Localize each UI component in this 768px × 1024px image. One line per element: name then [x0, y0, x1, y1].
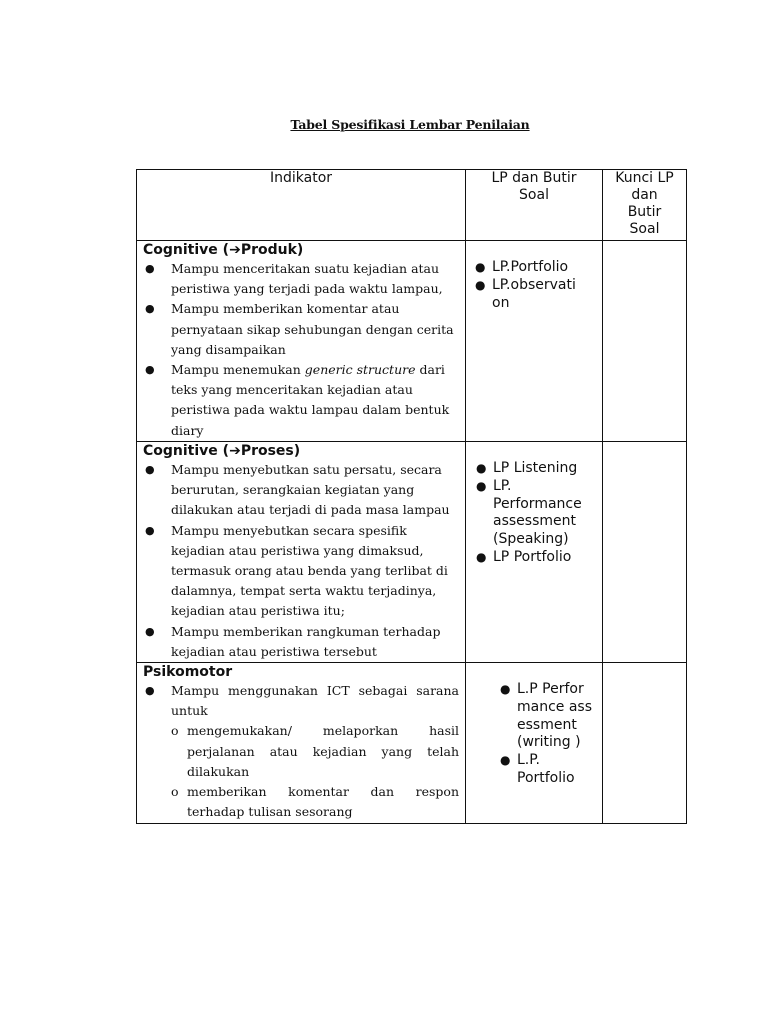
table-row [137, 663, 687, 824]
section-title-suffix: Produk) [240, 242, 304, 258]
document-title: Tabel Spesifikasi Lembar Penilaian [290, 117, 530, 132]
kunci-cell-proses [603, 442, 687, 663]
list-item [137, 299, 465, 360]
list-item [475, 276, 584, 313]
header-lp-butir [466, 170, 603, 241]
bullet-icon: ● [476, 549, 487, 564]
list-item [137, 259, 465, 299]
bullet-icon: ● [476, 461, 487, 475]
bullet-icon: ● [145, 523, 155, 537]
header-kunci [603, 170, 687, 241]
header-lp-butir-text: LP dan Butir Soal [491, 170, 577, 203]
specification-table [136, 169, 687, 824]
indicator-text: dari teks yang menceritakan kejadian atau peristiwa pada waktu lampau dalam bentuk diary [171, 362, 450, 438]
indicator-text: Mampu menyebutkan satu persatu, secara berurutan, serangkaian kegiatan yang dilakukan atau terjadi di pada masa lampau [171, 462, 450, 518]
list-item [137, 681, 465, 822]
sub-indicator-list [171, 721, 459, 822]
lp-list [466, 442, 602, 567]
lp-list [466, 663, 602, 788]
lp-cell-psikomotor [466, 663, 603, 824]
list-item [476, 477, 597, 549]
header-kunci-text: Kunci LP dan Butir Soal [615, 170, 674, 237]
list-item [476, 548, 589, 567]
list-item [476, 460, 589, 478]
section-title-proses [143, 442, 465, 460]
indicator-cell-proses [137, 442, 466, 663]
indicator-italic-text: generic structure [304, 362, 416, 378]
list-item [137, 460, 465, 521]
list-item [171, 721, 459, 782]
indicator-cell-psikomotor [137, 663, 466, 824]
list-item [137, 622, 465, 662]
list-item [500, 681, 593, 752]
kunci-cell-produk [603, 241, 687, 442]
bullet-icon: ● [145, 262, 155, 275]
lp-cell-proses [466, 442, 603, 663]
table-row [137, 241, 687, 442]
section-title-prefix: Cognitive ( [143, 242, 230, 258]
arrow-icon: ➔ [229, 242, 241, 258]
indicator-list [137, 681, 465, 822]
sub-indicator-text: mengemukakan/ melaporkan hasil perjalanan atau kejadian yang telah dilakukan [187, 723, 459, 779]
lp-text: L.P. Portfolio [517, 752, 575, 787]
kunci-cell-psikomotor [603, 663, 687, 824]
indicator-cell-produk [137, 241, 466, 442]
bullet-icon: ● [475, 277, 486, 292]
indicator-text: Mampu menggunakan ICT sebagai sarana untuk [171, 683, 459, 719]
indicator-list [137, 460, 465, 662]
list-item [500, 752, 593, 788]
circle-bullet-icon: o [171, 723, 179, 739]
arrow-icon: ➔ [229, 443, 241, 459]
lp-list [466, 241, 602, 312]
indicator-list [137, 259, 465, 441]
list-item [171, 782, 459, 822]
section-title-prefix: Cognitive ( [143, 443, 230, 459]
header-indikator: Indikator [137, 170, 466, 241]
lp-text: LP Portfolio [493, 548, 572, 565]
indicator-text: Mampu memberikan komentar atau pernyataan sikap sehubungan dengan cerita yang disampaikan [171, 301, 454, 357]
section-title-psikomotor: Psikomotor [143, 664, 233, 681]
bullet-icon: ● [145, 684, 155, 698]
table-header-row [137, 170, 687, 241]
bullet-icon: ● [476, 478, 487, 493]
lp-cell-produk [466, 241, 603, 442]
bullet-icon: ● [145, 363, 155, 377]
bullet-icon: ● [500, 753, 511, 768]
indicator-text: Mampu memberikan rangkuman terhadap kejadian atau peristiwa tersebut [171, 623, 441, 659]
lp-text: LP Listening [493, 460, 578, 476]
bullet-icon: ● [145, 302, 155, 316]
bullet-icon: ● [500, 682, 511, 697]
section-title-suffix: Proses) [240, 443, 301, 459]
bullet-icon: ● [145, 624, 155, 638]
indicator-text: Mampu menyebutkan secara spesifik kejadian atau peristiwa yang dimaksud, termasuk orang atau benda yang terlibat di dalamnya, tempat serta waktu terjadinya, kejadian atau peristiwa itu; [171, 522, 448, 619]
section-title-produk [143, 241, 465, 259]
circle-bullet-icon: o [171, 784, 179, 800]
list-item [475, 259, 602, 277]
table-row [137, 442, 687, 663]
lp-text: L.P Performance assessment (writing ) [517, 681, 593, 751]
list-item [137, 360, 465, 441]
lp-text: LP. Performance assessment (Speaking) [493, 477, 582, 548]
indicator-text: Mampu menemukan [171, 362, 305, 378]
sub-indicator-text: memberikan komentar dan respon terhadap tulisan sesorang [187, 784, 459, 820]
list-item [137, 521, 465, 622]
bullet-icon: ● [475, 260, 486, 274]
lp-text: LP.observation [492, 276, 576, 311]
bullet-icon: ● [145, 463, 155, 476]
indicator-text: Mampu menceritakan suatu kejadian atau peristiwa yang terjadi pada waktu lampau, [171, 261, 443, 297]
lp-text: LP.Portfolio [492, 259, 569, 275]
